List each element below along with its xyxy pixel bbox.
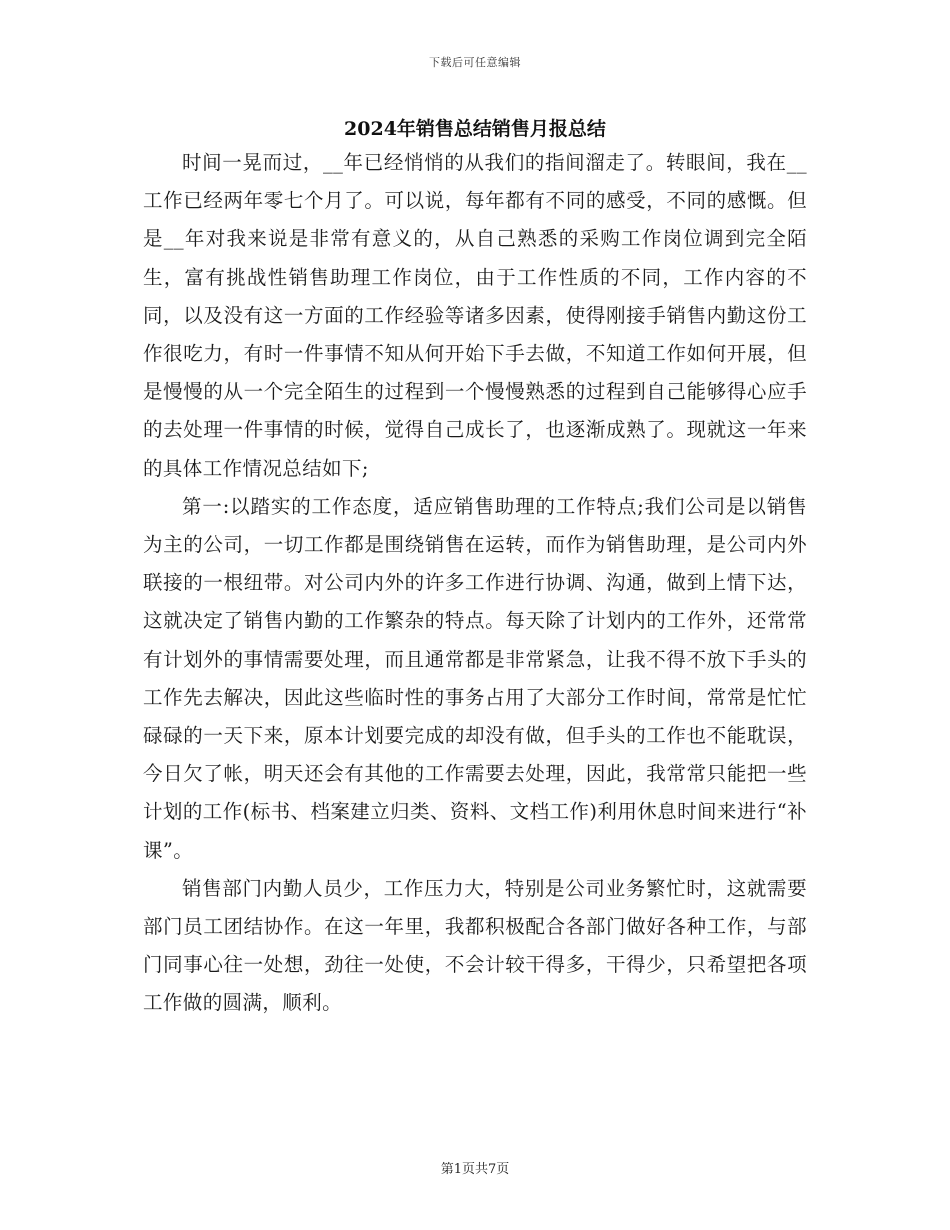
document-title: 2024年销售总结销售月报总结	[344, 118, 606, 140]
paragraph-intro: 时间一晃而过，__年已经悄悄的从我们的指间溜走了。转眼间，我在__工作已经两年零七个月了。可以说，每年都有不同的感受，不同的感慨。但是__年对我来说是非常有意义的，从自己熟悉的采购工作岗位调到完全陌生，富有挑战性销售助理工作岗位，由于工作性质的不同，工作内容的不同，以及没有这一方面的工作经验等诸多因素，使得刚接手销售内勤这份工作很吃力，有时一件事情不知从何开始下手去做，不知道工作如何开展，但是慢慢的从一个完全陌生的过程到一个慢慢熟悉的过程到自己能够得心应手的去处理一件事情的时候，觉得自己成长了，也逐渐成熟了。现就这一年来的具体工作情况总结如下;	[143, 151, 807, 480]
page-header-note: 下载后可任意编辑	[429, 56, 521, 69]
document-body	[143, 144, 807, 1023]
page-number: 第1页共7页	[440, 1162, 510, 1177]
paragraph-teamwork: 销售部门内勤人员少，工作压力大，特别是公司业务繁忙时，这就需要部门员工团结协作。在这一年里，我都积极配合各部门做好各种工作，与部门同事心往一处想，劲往一处使，不会计较干得多，干得少，只希望把各项工作做的圆满，顺利。	[143, 876, 807, 1015]
paragraph-first-point: 第一:以踏实的工作态度，适应销售助理的工作特点;我们公司是以销售为主的公司，一切工作都是围绕销售在运转，而作为销售助理，是公司内外联接的一根纽带。对公司内外的许多工作进行协调、沟通，做到上情下达，这就决定了销售内勤的工作繁杂的特点。每天除了计划内的工作外，还常常有计划外的事情需要处理，而且通常都是非常紧急，让我不得不放下手头的工作先去解决，因此这些临时性的事务占用了大部分工作时间，常常是忙忙碌碌的一天下来，原本计划要完成的却没有做，但手头的工作也不能耽误，今日欠了帐，明天还会有其他的工作需要去处理，因此，我常常只能把一些计划的工作(标书、档案建立归类、资料、文档工作)利用休息时间来进行“补课”。	[143, 494, 807, 862]
